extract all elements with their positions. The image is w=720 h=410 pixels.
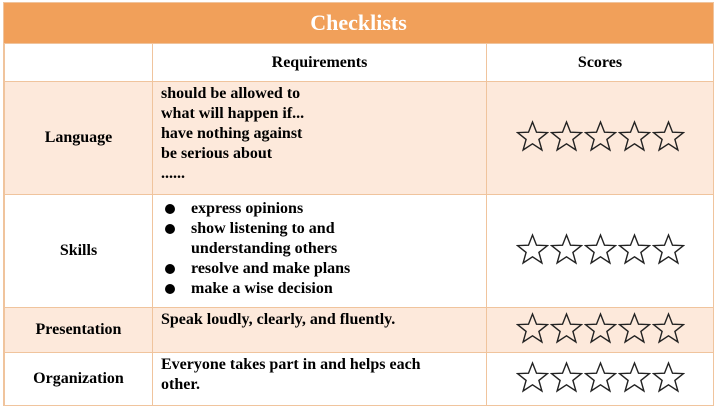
checklist-table — [4, 43, 714, 406]
requirements-presentation — [153, 308, 487, 353]
bullet-dot-icon — [165, 204, 175, 214]
score-presentation — [487, 308, 714, 353]
header-blank — [5, 44, 153, 82]
star-outline-icon[interactable] — [584, 233, 617, 265]
header-requirements: Requirements — [153, 44, 487, 82]
req-line: other. — [161, 376, 200, 393]
req-line: should be allowed to — [161, 85, 301, 102]
star-outline-icon[interactable] — [516, 361, 549, 393]
star-outline-icon[interactable] — [550, 361, 583, 393]
star-outline-icon[interactable] — [584, 120, 617, 152]
row-label-organization: Organization — [5, 353, 153, 406]
row-label-presentation: Presentation — [5, 308, 153, 353]
star-outline-icon[interactable] — [516, 233, 549, 265]
star-outline-icon[interactable] — [618, 120, 651, 152]
star-outline-icon[interactable] — [584, 312, 617, 344]
req-bullet-text: resolve and make plans — [191, 260, 351, 277]
star-outline-icon[interactable] — [550, 120, 583, 152]
req-bullet-text: make a wise decision — [191, 280, 333, 297]
star-outline-icon[interactable] — [652, 120, 685, 152]
req-bullet-item — [161, 199, 486, 219]
req-line: Speak loudly, clearly, and fluently. — [161, 311, 396, 328]
bullet-dot-icon — [165, 284, 175, 294]
star-outline-icon[interactable] — [516, 120, 549, 152]
row-label-language: Language — [5, 82, 153, 195]
requirements-organization — [153, 353, 487, 406]
star-outline-icon[interactable] — [584, 361, 617, 393]
req-line: what will happen if... — [161, 105, 305, 122]
req-line: ...... — [161, 165, 185, 182]
score-language — [487, 82, 714, 195]
star-outline-icon[interactable] — [618, 233, 651, 265]
checklist-table-card — [3, 2, 714, 406]
star-outline-icon[interactable] — [550, 312, 583, 344]
star-rating[interactable] — [516, 233, 685, 265]
req-bullet-item — [161, 259, 486, 279]
header-scores: Scores — [487, 44, 714, 82]
row-language — [5, 82, 714, 195]
req-bullet-item — [161, 219, 486, 239]
req-bullet-continuation — [161, 239, 486, 259]
req-line: Everyone takes part in and helps each — [161, 356, 421, 373]
req-bullet-text: express opinions — [191, 200, 304, 217]
req-bullet-item — [161, 279, 486, 299]
star-outline-icon[interactable] — [550, 233, 583, 265]
req-line: have nothing against — [161, 125, 303, 142]
bullet-dot-icon — [165, 224, 175, 234]
requirements-language — [153, 82, 487, 195]
star-outline-icon[interactable] — [652, 361, 685, 393]
req-bullet-text: understanding others — [191, 240, 338, 257]
star-outline-icon[interactable] — [618, 312, 651, 344]
checklist-title: Checklists — [4, 3, 713, 43]
requirements-skills — [153, 195, 487, 308]
star-outline-icon[interactable] — [652, 312, 685, 344]
star-rating[interactable] — [516, 361, 685, 393]
score-organization — [487, 353, 714, 406]
star-rating[interactable] — [516, 312, 685, 344]
row-skills — [5, 195, 714, 308]
row-presentation — [5, 308, 714, 353]
req-bullet-text: show listening to and — [191, 220, 335, 237]
star-outline-icon[interactable] — [618, 361, 651, 393]
star-outline-icon[interactable] — [516, 312, 549, 344]
row-label-skills: Skills — [5, 195, 153, 308]
score-skills — [487, 195, 714, 308]
req-line: be serious about — [161, 145, 273, 162]
star-rating[interactable] — [516, 120, 685, 152]
bullet-dot-icon — [165, 264, 175, 274]
row-organization — [5, 353, 714, 406]
star-outline-icon[interactable] — [652, 233, 685, 265]
